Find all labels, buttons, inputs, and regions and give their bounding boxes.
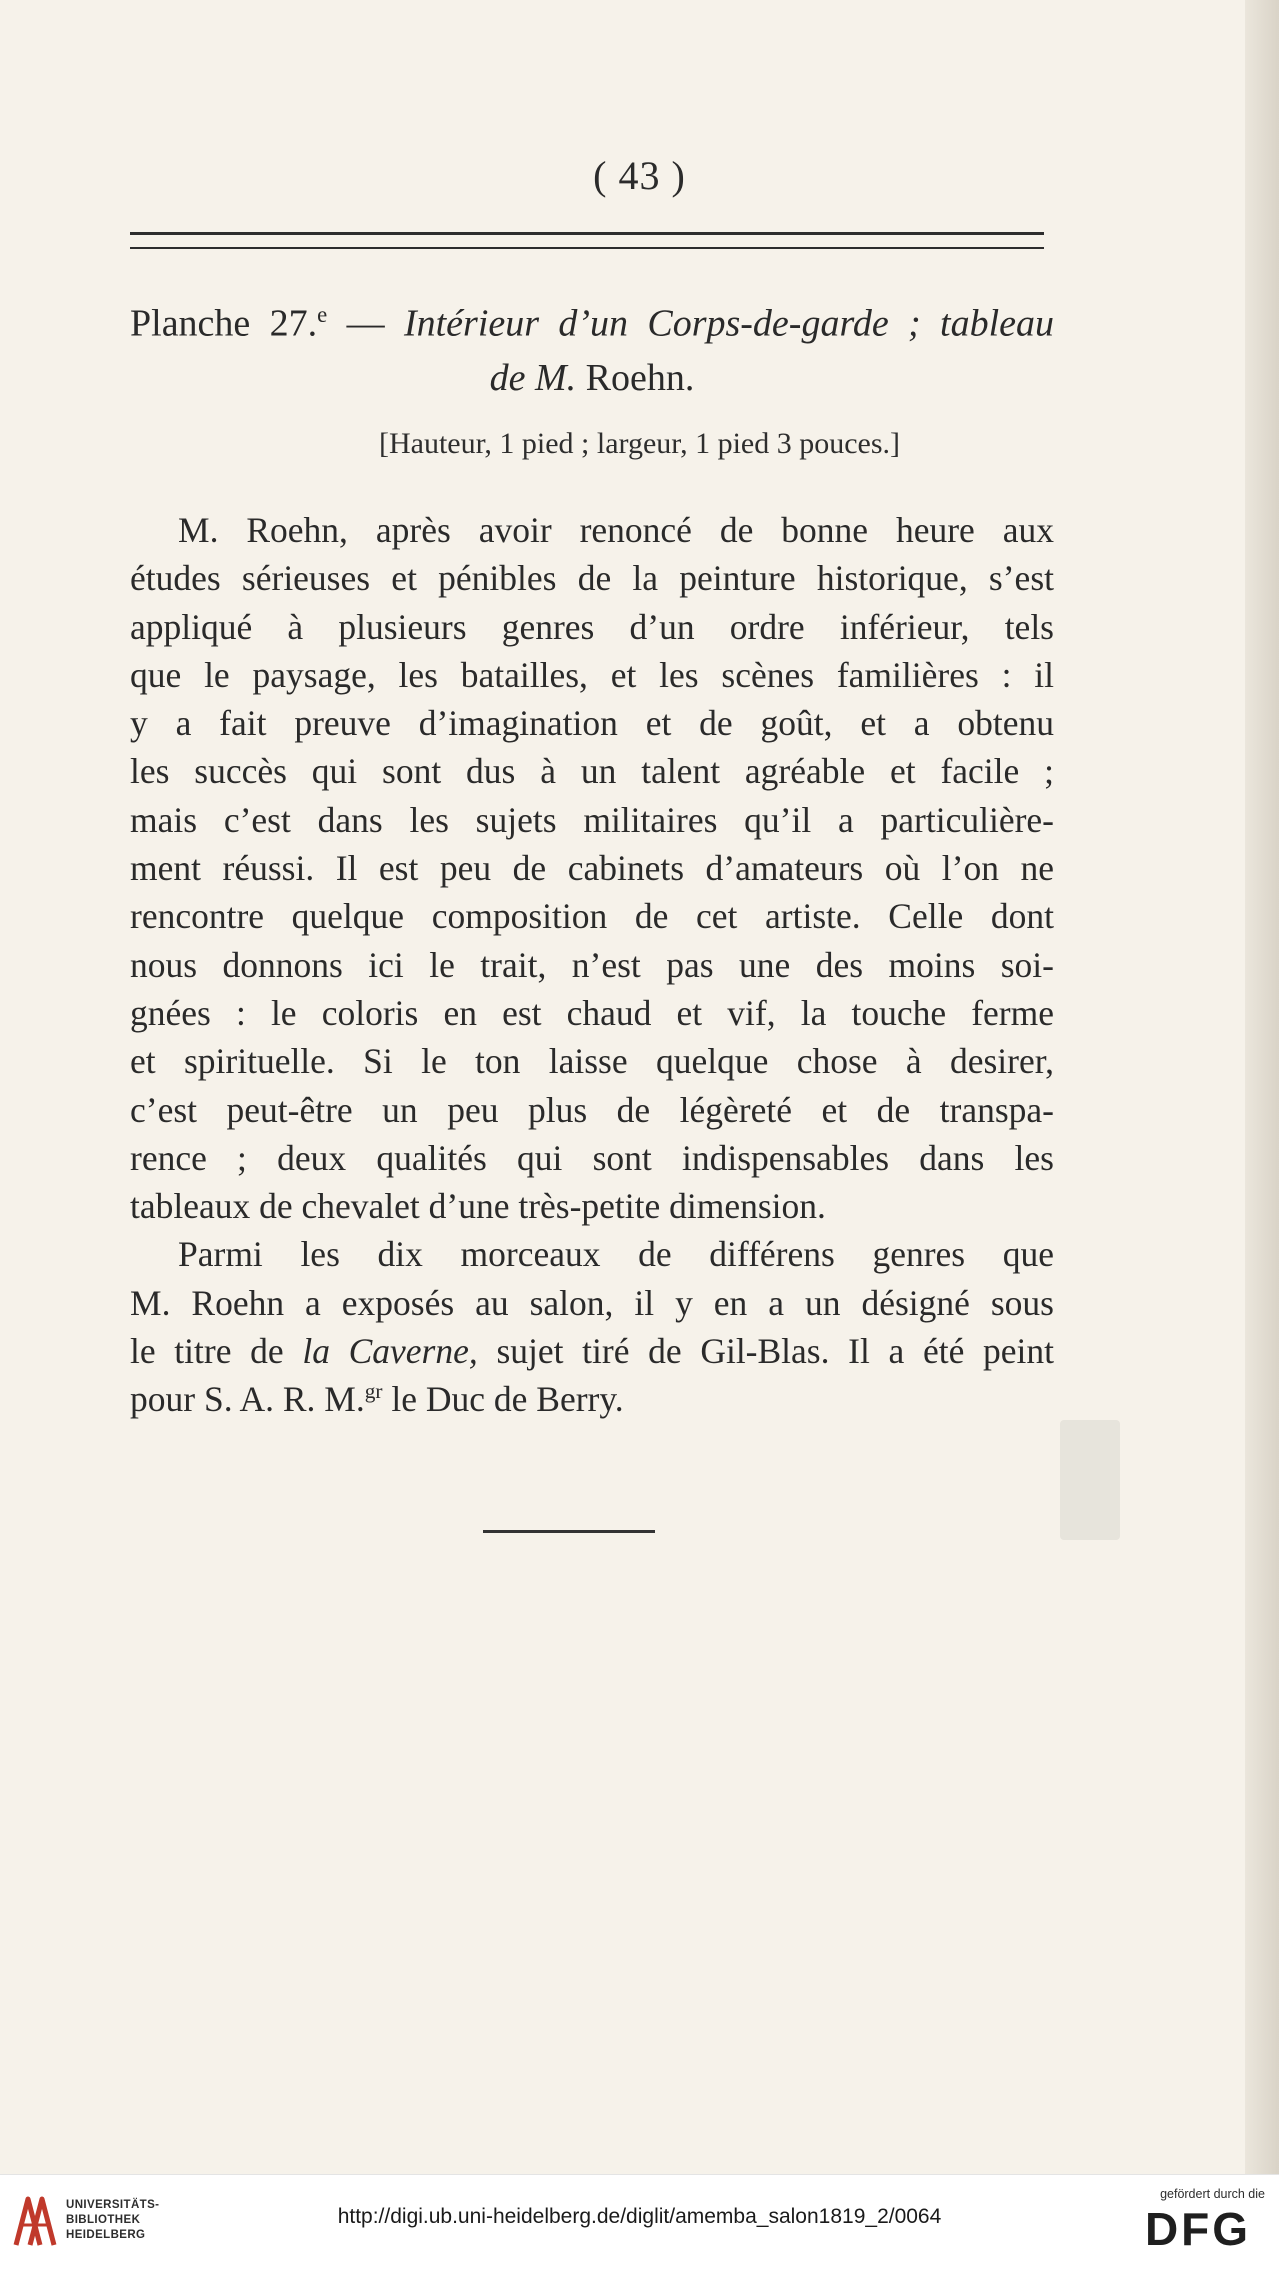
paragraph-2-line <box>130 1375 1054 1423</box>
paragraph-2-line: M. Roehn a exposés au salon, il y en a un désigné sous <box>130 1282 1054 1323</box>
paragraph-1-line: rence ; deux qualités qui sont indispensables dans les <box>130 1137 1054 1178</box>
bleed-through-mark <box>1060 1420 1120 1540</box>
paragraph-1-line: rencontre quelque composition de cet artiste. Celle dont <box>130 896 1054 937</box>
paragraph-1-line: gnées : le coloris en est chaud et vif, la touche ferme <box>130 992 1054 1033</box>
paragraph-1-line: ment réussi. Il est peu de cabinets d’amateurs où l’on ne <box>130 848 1054 889</box>
permalink-url[interactable]: http://digi.ub.uni-heidelberg.de/diglit/amemba_salon1819_2/0064 <box>337 2205 942 2228</box>
dfg-logo-text: DFG <box>1144 2203 1252 2251</box>
paragraph-1-line: appliqué à plusieurs genres d’un ordre inférieur, tels <box>130 606 1054 647</box>
plate-label: Planche 27. <box>130 302 318 345</box>
line-text: le Duc de Berry. <box>382 1379 624 1420</box>
paragraph-1-line: et spirituelle. Si le ton laisse quelque chose à desirer, <box>130 1041 1054 1082</box>
dfg-logo-icon <box>1131 2203 1265 2251</box>
plate-title: Intérieur d’un Corps-de-garde ; tableau <box>403 302 1055 345</box>
title-abbrev-sup: gr <box>364 1379 383 1404</box>
paragraph-2-line <box>130 1327 1054 1375</box>
funded-by-label: gefördert durch die <box>1160 2187 1265 2201</box>
closing-rule <box>483 1530 655 1533</box>
line-text: le titre de <box>130 1331 303 1372</box>
paragraph-1-line: mais c’est dans les sujets militaires qu’il a particulière- <box>130 799 1054 840</box>
plate-heading-line-2 <box>130 351 1054 405</box>
paragraph-1-line: que le paysage, les batailles, et les scènes familières : il <box>130 654 1054 695</box>
library-name-line: BIBLIOTHEK <box>66 2214 141 2226</box>
paragraph-1-line: études sérieuses et pénibles de la peinture historique, s’est <box>130 558 1054 599</box>
paragraph-2-line: Parmi les dix morceaux de différens genres que <box>178 1234 1054 1275</box>
paragraph-1-line: M. Roehn, après avoir renoncé de bonne heure aux <box>178 510 1054 550</box>
artist-name: Roehn. <box>585 356 695 399</box>
paragraph-1-line: c’est peut-être un peu plus de légèreté et de transpa- <box>130 1089 1054 1130</box>
plate-heading-line-1 <box>130 288 1054 351</box>
paragraph-1-line: les succès qui sont dus à un talent agréable et facile ; <box>130 751 1054 792</box>
page-number: ( 43 ) <box>593 153 686 198</box>
paragraph-1-line: tableaux de chevalet d’une très-petite dimension. <box>130 1186 826 1227</box>
library-name-line: HEIDELBERG <box>66 2229 146 2241</box>
library-name-line: UNIVERSITÄTS- <box>66 2199 160 2211</box>
footer-bar <box>0 2174 1279 2269</box>
body-text <box>130 506 1054 1424</box>
header-double-rule <box>130 232 1044 249</box>
line-text: sujet tiré de Gil-Blas. Il a été peint <box>477 1331 1054 1372</box>
plate-label-suffix: e <box>317 302 328 327</box>
paragraph-1-line: y a fait preuve d’imagination et de goût, et a obtenu <box>130 703 1054 744</box>
page-edge-shadow <box>1245 0 1279 2174</box>
paragraph-1-line: nous donnons ici le trait, n’est pas une des moins soi- <box>130 944 1054 985</box>
plate-title-cont: de M. <box>489 356 577 399</box>
heading-dash: — <box>327 302 404 345</box>
line-text: pour S. A. R. M. <box>130 1379 365 1420</box>
dimensions-note: [Hauteur, 1 pied ; largeur, 1 pied 3 pouces.] <box>378 427 901 460</box>
plate-heading <box>130 288 1054 405</box>
work-title: la Caverne, <box>302 1331 478 1372</box>
